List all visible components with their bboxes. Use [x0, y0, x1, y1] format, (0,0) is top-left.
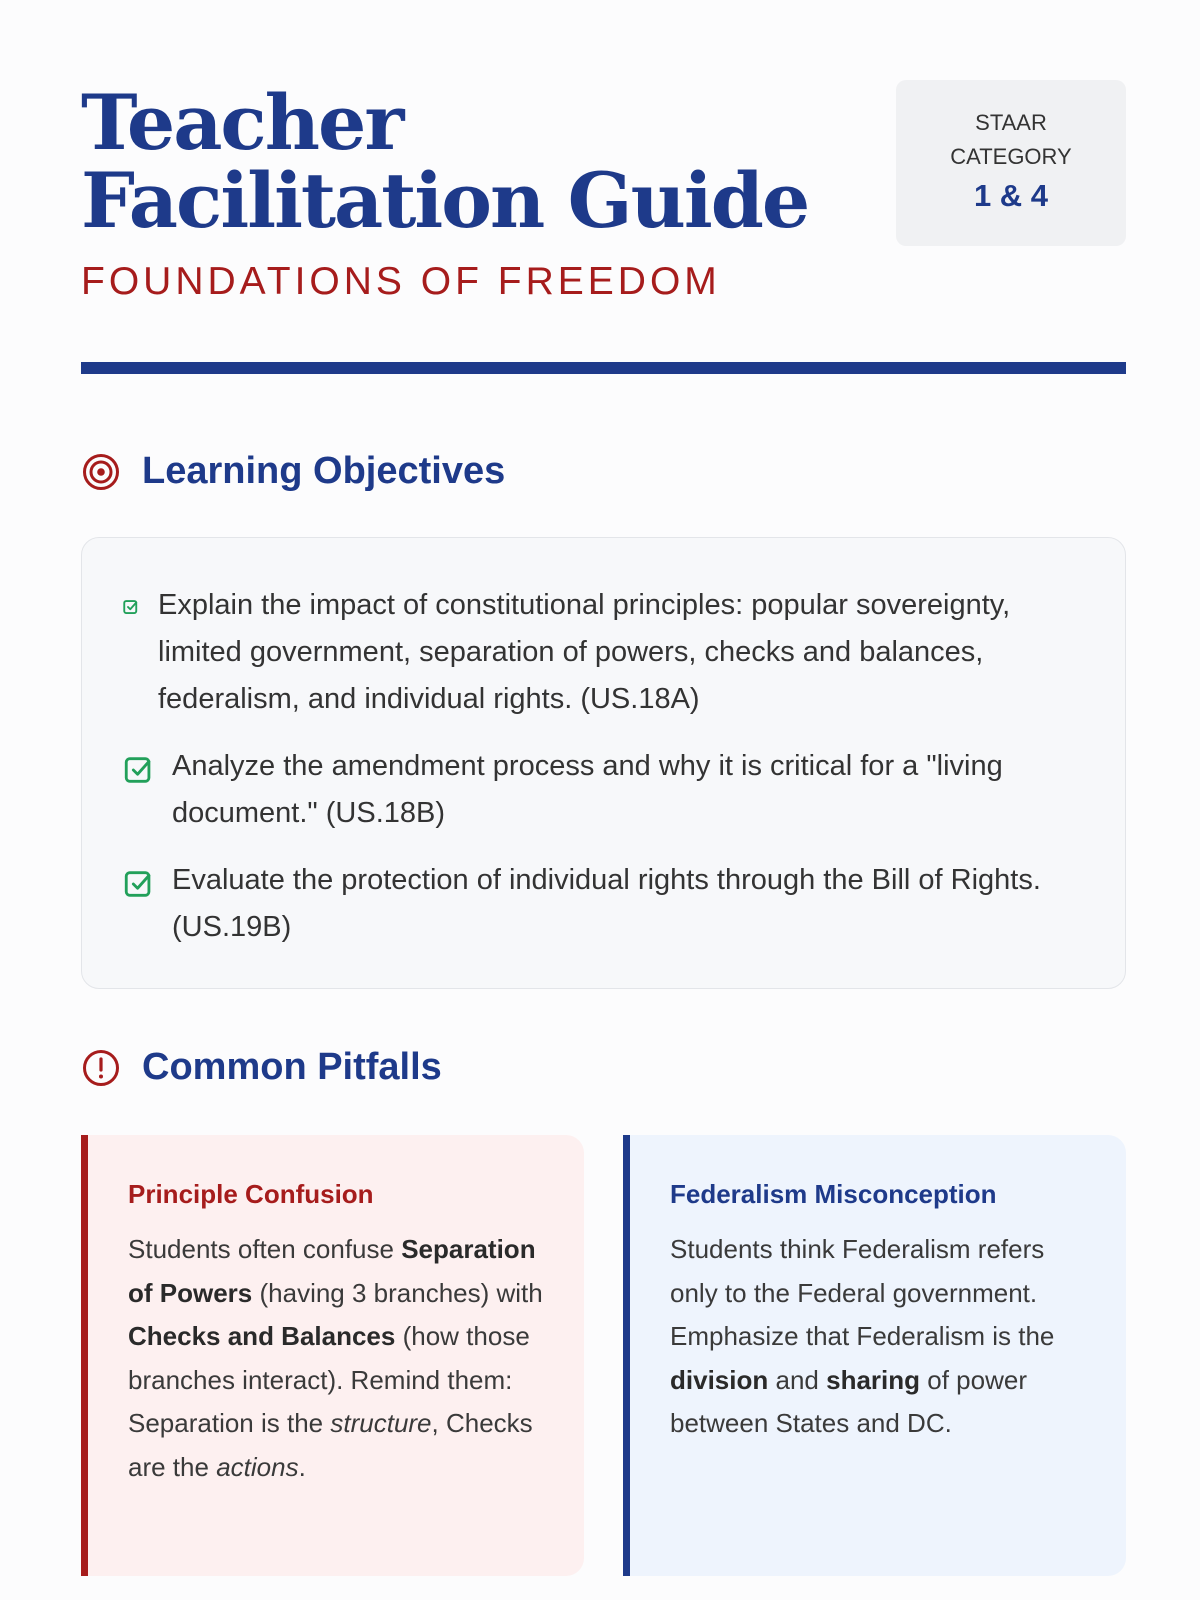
- learning-objectives-heading: [81, 450, 505, 493]
- common-pitfalls-heading: [81, 1046, 442, 1089]
- list-item: [122, 857, 1085, 951]
- principle-confusion-card: [81, 1135, 584, 1576]
- alert-circle-icon: [81, 1048, 121, 1088]
- list-item: [122, 582, 1085, 723]
- objective-text: Evaluate the protection of individual rights through the Bill of Rights. (US.19B): [172, 864, 1041, 943]
- target-icon: [81, 452, 121, 492]
- check-square-icon: [122, 753, 156, 787]
- staar-category-badge: [896, 80, 1126, 246]
- page-title: Teacher Facilitation Guide: [81, 78, 809, 245]
- pitfalls-grid: [81, 1135, 1126, 1576]
- header: [81, 80, 1126, 380]
- objectives-card: [81, 537, 1126, 989]
- badge-label: STAAR CATEGORY: [950, 110, 1072, 169]
- objective-text: Explain the impact of constitutional principles: popular sovereignty, limited government, separation of powers, checks and balances, federalism, and individual rights. (US.18A): [158, 589, 1011, 715]
- card-body: Students often confuse Separation of Powers (having 3 branches) with Checks and Balances (how those branches interact). Remind them: Separation is the structure, Checks are the actions.: [128, 1234, 543, 1482]
- page-subtitle: FOUNDATIONS OF FREEDOM: [81, 260, 721, 303]
- check-square-icon: [122, 598, 140, 616]
- section-title: Common Pitfalls: [142, 1046, 442, 1088]
- card-title: Federalism Misconception: [670, 1179, 997, 1209]
- check-square-icon: [122, 867, 156, 901]
- header-divider: [81, 362, 1126, 374]
- section-title: Learning Objectives: [142, 450, 506, 492]
- list-item: [122, 743, 1085, 837]
- card-title: Principle Confusion: [128, 1179, 374, 1209]
- objective-text: Analyze the amendment process and why it is critical for a "living document." (US.18B): [172, 750, 1003, 829]
- federalism-misconception-card: [623, 1135, 1126, 1576]
- card-body: Students think Federalism refers only to the Federal government. Emphasize that Federalism is the division and sharing of power between States and DC.: [670, 1234, 1055, 1438]
- badge-value: 1 & 4: [973, 178, 1049, 213]
